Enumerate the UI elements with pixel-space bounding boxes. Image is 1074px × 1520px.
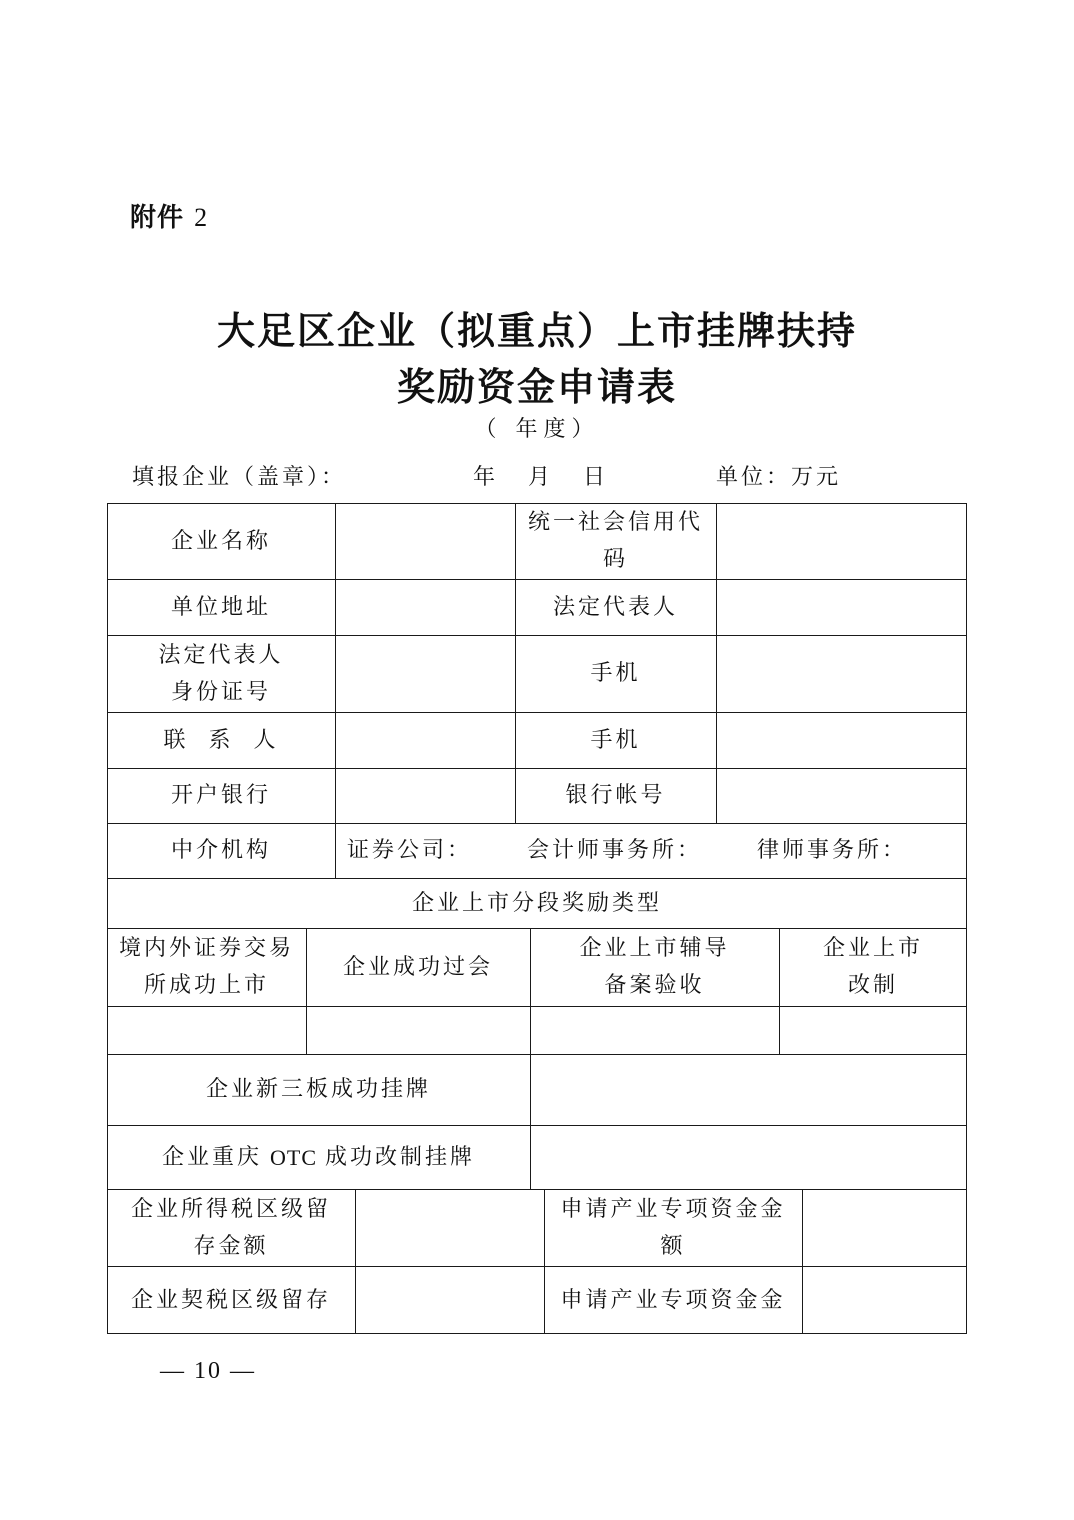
credit-code-label-line1: 统一社会信用代 [527, 510, 703, 535]
legal-rep-mobile-field[interactable] [716, 635, 967, 712]
law-firm-label: 律师事务所： [756, 838, 907, 863]
contact-mobile-label: 手机 [590, 727, 641, 753]
unit-label: 单位：万元 [716, 465, 842, 490]
account-field[interactable] [716, 768, 967, 823]
month-label: 月 [528, 465, 551, 490]
neeq-listing-label: 企业新三板成功挂牌 [205, 1077, 431, 1102]
contact-field[interactable] [335, 712, 515, 768]
otc-listing-field[interactable] [530, 1125, 967, 1189]
legal-rep-id-label-line2: 身份证号 [170, 679, 271, 705]
special-fund-label [544, 1189, 802, 1266]
legal-rep-label: 法定代表人 [552, 594, 678, 620]
legal-rep-id-label-line1: 法定代表人 [158, 642, 284, 668]
bank-field[interactable] [335, 768, 515, 823]
neeq-listing-field[interactable] [530, 1054, 967, 1125]
listing-success-label-line1: 境内外证券交易 [118, 936, 294, 961]
document-title-line2: 奖励资金申请表 [396, 365, 677, 409]
income-tax-label-line2: 存金额 [193, 1233, 269, 1259]
filling-date [473, 460, 631, 491]
otc-label-suffix: 成功改制挂牌 [325, 1144, 476, 1170]
income-tax-field[interactable] [355, 1189, 544, 1266]
tutoring-filing-label-line2: 备案验收 [604, 973, 705, 998]
attachment-label: 附件 2 [130, 203, 209, 233]
tutoring-filing-field[interactable] [530, 1006, 779, 1054]
day-label: 日 [583, 465, 606, 490]
legal-rep-field[interactable] [716, 579, 967, 635]
deed-tax-field[interactable] [355, 1266, 544, 1334]
securities-label: 证券公司： [347, 838, 473, 863]
legal-rep-id-label [107, 635, 335, 712]
page-number: — 10 — [160, 1358, 256, 1384]
special-fund-field-2[interactable] [802, 1266, 967, 1334]
listing-success-field[interactable] [107, 1006, 306, 1054]
deed-tax-label: 企业契税区级留存 [130, 1287, 331, 1313]
company-name-field[interactable] [335, 503, 515, 579]
address-field[interactable] [335, 579, 515, 635]
company-name-label: 企业名称 [170, 528, 271, 554]
listing-success-label [107, 928, 306, 1006]
accounting-firm-label: 会计师事务所： [526, 838, 702, 863]
intermediary-label: 中介机构 [170, 838, 271, 863]
bank-label: 开户银行 [170, 783, 271, 808]
year-line: （ 年度） [474, 417, 600, 442]
account-label: 银行帐号 [565, 783, 666, 808]
ipo-approval-label: 企业成功过会 [342, 954, 493, 980]
contact-mobile-field[interactable] [716, 712, 967, 768]
tutoring-filing-label [530, 928, 779, 1006]
legal-rep-id-field[interactable] [335, 635, 515, 712]
address-label: 单位地址 [170, 594, 271, 620]
contact-label: 联 系 人 [163, 727, 279, 753]
year-label: 年 [473, 465, 496, 490]
tutoring-filing-label-line1: 企业上市辅导 [579, 936, 730, 961]
income-tax-label [107, 1189, 355, 1266]
special-fund-label-2: 申请产业专项资金金 [560, 1287, 786, 1313]
restructuring-label-line2: 改制 [847, 973, 898, 998]
otc-listing-label [107, 1125, 530, 1189]
mobile-label: 手机 [590, 661, 641, 686]
filling-company-label: 填报企业（盖章）： [132, 465, 347, 490]
restructuring-label [779, 928, 967, 1006]
intermediary-field[interactable] [335, 823, 967, 878]
credit-code-label-line2: 码 [602, 547, 628, 572]
ipo-approval-field[interactable] [306, 1006, 530, 1054]
restructuring-label-line1: 企业上市 [822, 936, 923, 961]
otc-label-otc: OTC [270, 1144, 317, 1170]
credit-code-field[interactable] [716, 503, 967, 579]
otc-label-prefix: 企业重庆 [161, 1144, 262, 1170]
special-fund-label-line2: 额 [660, 1233, 686, 1259]
special-fund-label-line1: 申请产业专项资金金 [560, 1196, 786, 1222]
document-title-line1: 大足区企业（拟重点）上市挂牌扶持 [216, 309, 857, 353]
credit-code-label [515, 503, 716, 579]
special-fund-field[interactable] [802, 1189, 967, 1266]
restructuring-field[interactable] [779, 1006, 967, 1054]
income-tax-label-line1: 企业所得税区级留 [130, 1196, 331, 1222]
listing-success-label-line2: 所成功上市 [143, 973, 269, 998]
reward-types-header: 企业上市分段奖励类型 [411, 890, 662, 916]
